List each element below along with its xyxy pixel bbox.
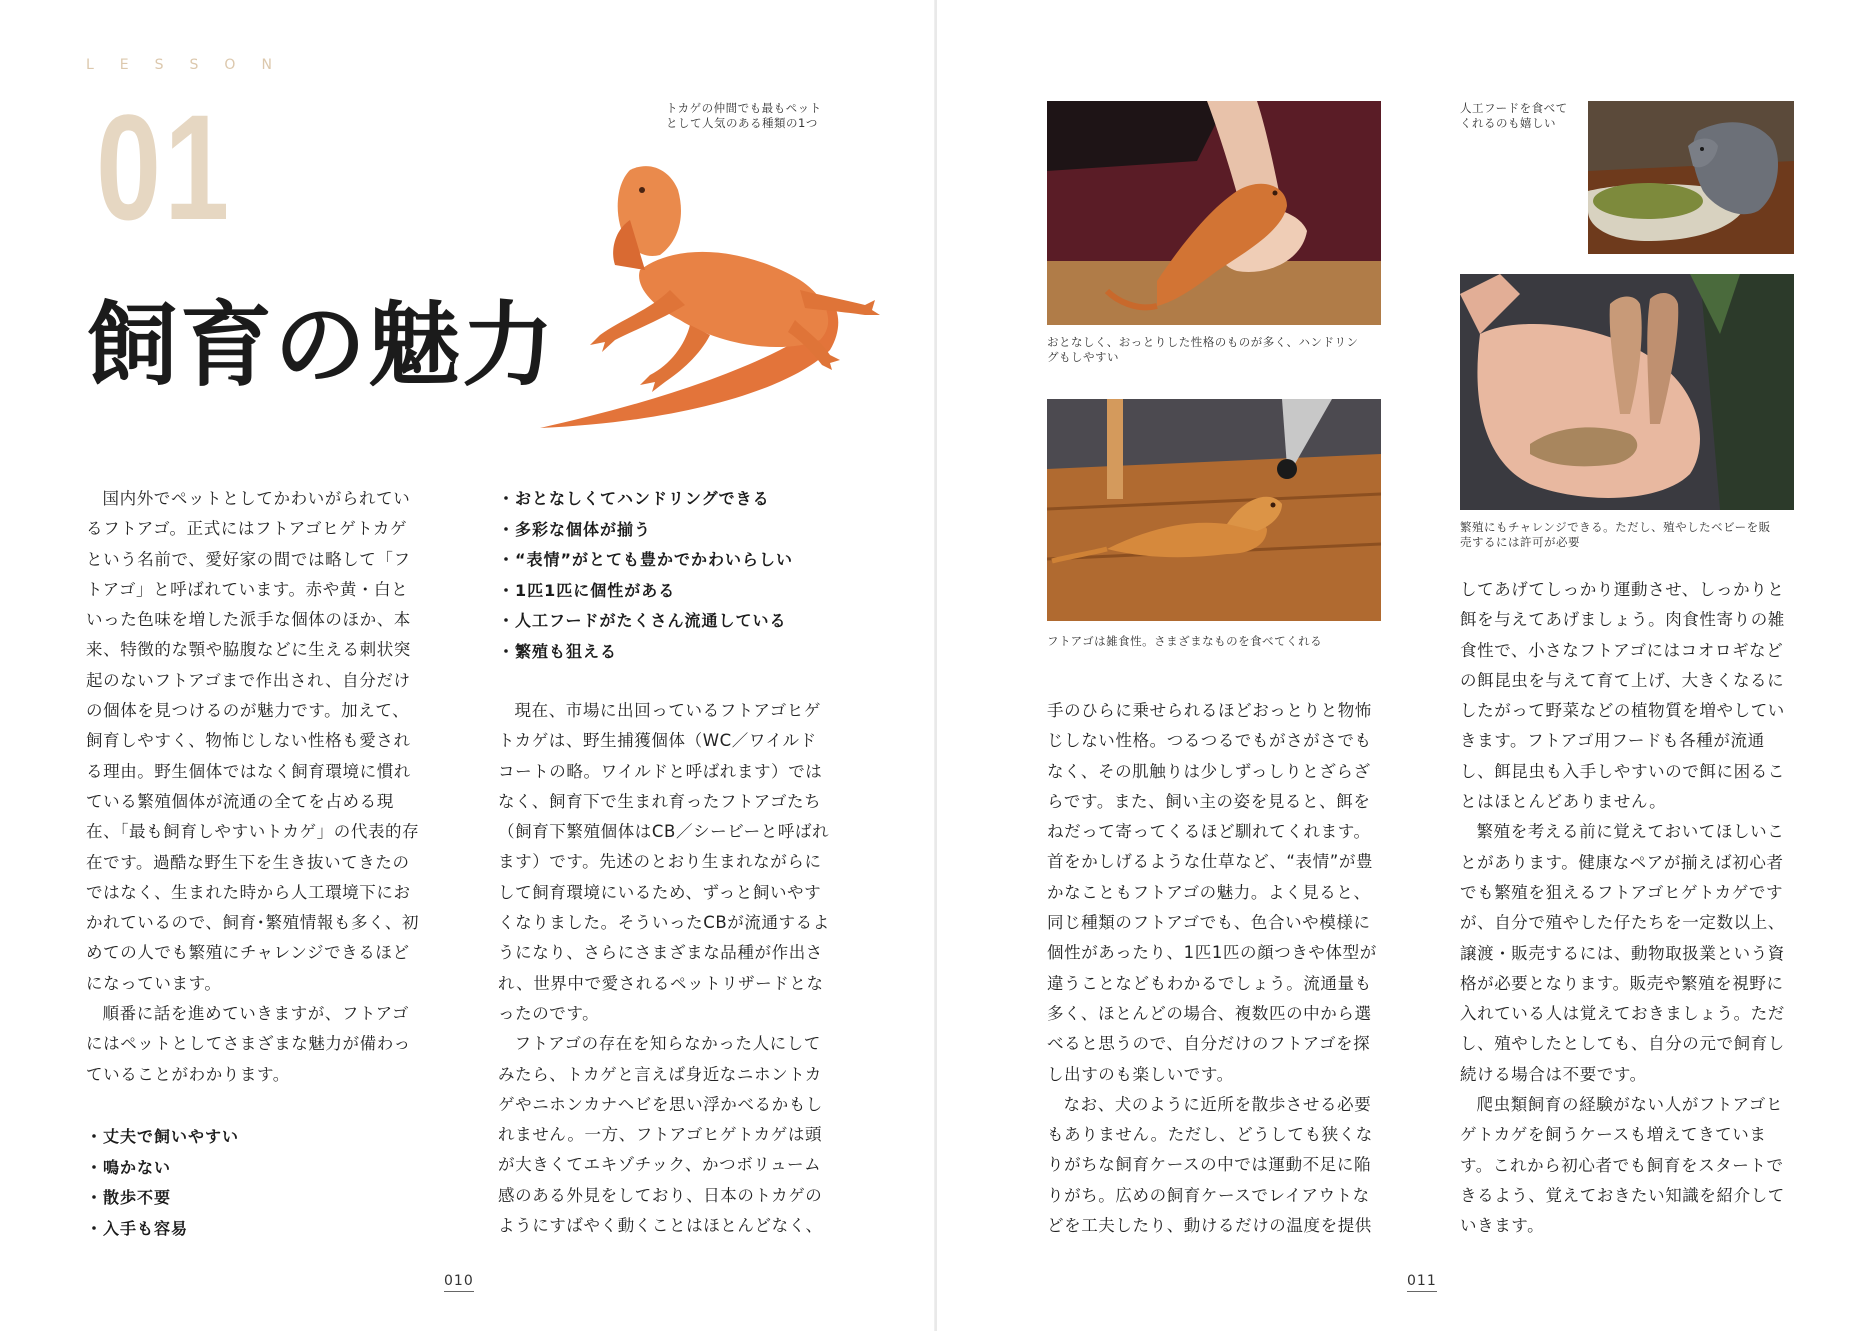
column-2-bullet: ・1匹1匹に個性がある [498, 580, 676, 600]
right-page-number: 011 [1407, 1273, 1437, 1292]
food-photo-caption: 人工フードを食べて くれるのも嬉しい [1460, 101, 1568, 130]
column-2-bullet: ・繁殖も狙える [498, 641, 618, 661]
column-2-bullet: ・多彩な個体が揃う [498, 519, 652, 539]
breeding-photo-caption: 繁殖にもチャレンジできる。ただし、殖やしたベビーを販 売するには許可が必要 [1460, 520, 1771, 549]
page-title: 飼育の魅力 [86, 292, 557, 399]
column-2-bullet: ・“表情”がとても豊かでかわいらしい [498, 550, 794, 569]
column-1-bullets [86, 1122, 406, 1244]
column-2-paragraph-1: 現在、市場に出回っているフトアゴヒゲトカゲは、野生捕獲個体（WC／ワイルドコートの略。ワイルドと呼ばれます）ではなく、飼育下で生まれ育ったフトアゴたち（飼育下繁殖個体はCB／シービーと呼ばれます）です。先述のとおり生まれながらにして飼育環境にいるため、ずっと飼いやすくなりました。そういったCBが流通するようになり、さらにさまざまな品種が作出され、世界中で愛されるペットリザードとなったのです。 [498, 701, 830, 1023]
feeding-photo-caption: フトアゴは雑食性。さまざまなものを食べてくれる [1047, 634, 1323, 648]
breeding-photo [1460, 274, 1794, 510]
column-1-paragraph-1: 国内外でペットとしてかわいがられているフトアゴ。正式にはフトアゴヒゲトカゲという名前で、愛好家の間では略して「フトアゴ」と呼ばれています。赤や黄・白といった色味を増した派手な個体のほか、本来、特徴的な顎や脇腹などに生える刺状突起のないフトアゴまで作出され、自分だけの個体を見つけるのが魅力です。加えて、飼育しやすく、物怖じしない性格も愛される理由。野生個体ではなく飼育環境に慣れている繁殖個体が流通の全てを占める現在、「最も飼育しやすいトカゲ」の代表的存在です。過酷な野生下を生き抜いてきたのではなく、生まれた時から人工環境下におかれているので、飼育･繁殖情報も多く、初めての人でも繁殖にチャレンジできるほどになっています。 [86, 489, 420, 993]
column-2-bullets [498, 484, 838, 667]
feeding-photo [1047, 399, 1381, 621]
column-4-paragraph-3: 爬虫類飼育の経験がない人がフトアゴヒゲトカゲを飼うケースも増えてきています。これから初心者でも飼育をスタートできるよう、覚えておきたい知識を紹介していきます。 [1460, 1095, 1785, 1236]
column-1-bullet: ・丈夫で飼いやすい [86, 1127, 240, 1146]
left-page-number: 010 [444, 1273, 474, 1292]
hero-lizard-image [530, 160, 940, 440]
column-3-paragraph-2: なお、犬のように近所を散歩させる必要もありません。ただし、どうしても狭くなりがちな飼育ケースの中では運動不足に陥りがち。広めの飼育ケースでレイアウトなどを工夫したり、動けるだけの温度を提供 [1047, 1094, 1373, 1236]
lesson-number: 01 [96, 83, 233, 251]
column-1-bullet: ・入手も容易 [86, 1218, 189, 1238]
column-2-paragraph-2: フトアゴの存在を知らなかった人にしてみたら、トカゲと言えば身近なニホントカゲやニホンカナヘビを思い浮かべるかもしれません。一方、フトアゴヒゲトカゲは頭が大きくてエキゾチック、かつボリューム感のある外見をしており、日本のトカゲのようにすばやく動くことはほとんどなく、 [498, 1034, 823, 1236]
column-2-text [498, 696, 832, 1241]
handling-photo-caption: おとなしく、おっとりした性格のものが多く、ハンドリン グもしやすい [1047, 335, 1359, 364]
column-2-bullet: ・人工フードがたくさん流通している [498, 611, 787, 630]
column-1-paragraph-2: 順番に話を進めていきますが、フトアゴにはペットとしてさまざまな魅力が備わっていることがわかります。 [86, 1004, 411, 1084]
right-page [937, 0, 1873, 1331]
lesson-label: LESSON [86, 57, 298, 73]
handling-photo [1047, 101, 1381, 325]
column-4-paragraph-1: してあげてしっかり運動させ、しっかりと餌を与えてあげましょう。肉食性寄りの雑食性で、小さなフトアゴにはコオロギなどの餌昆虫を与えて育て上げ、大きくなるにしたがって野菜などの植物質を増やしていきます。フトアゴ用フードも各種が流通し、餌昆虫も入手しやすいので餌に困ることはほとんどありません。 [1460, 580, 1785, 812]
column-3-text [1047, 696, 1381, 1241]
artificial-food-photo [1588, 101, 1794, 254]
column-1-text [86, 484, 420, 1090]
column-2-bullet: ・おとなしくてハンドリングできる [498, 489, 770, 508]
column-4-text [1460, 575, 1794, 1242]
hero-caption: トカゲの仲間でも最もペット として人気のある種類の1つ [666, 101, 822, 130]
column-1-bullet: ・散歩不要 [86, 1188, 172, 1207]
column-1-bullet: ・鳴かない [86, 1157, 172, 1177]
left-page [0, 0, 936, 1331]
column-4-paragraph-2: 繁殖を考える前に覚えておいてほしいことがあります。健康なペアが揃えば初心者でも繁殖を狙えるフトアゴヒゲトカゲですが、自分で殖やした仔たちを一定数以上、譲渡・販売するには、動物取扱業という資格が必要となります。販売や繁殖を視野に入れている人は覚えておきましょう。ただし、殖やしたとしても、自分の元で飼育し続ける場合は不要です。 [1460, 822, 1785, 1084]
column-3-paragraph-1: 手のひらに乗せられるほどおっとりと物怖じしない性格。つるつるでもがさがさでもなく、その肌触りは少しずっしりとざらざらです。また、飼い主の姿を見ると、餌をねだって寄ってくるほど馴れてくれます。首をかしげるような仕草など、“表情”が豊かなこともフトアゴの魅力。よく見ると、同じ種類のフトアゴでも、色合いや模様に個性があったり、1匹1匹の顔つきや体型が違うことなどもわかるでしょう。流通量も多く、ほとんどの場合、複数匹の中から選べると思うので、自分だけのフトアゴを探し出すのも楽しいです。 [1047, 701, 1377, 1084]
